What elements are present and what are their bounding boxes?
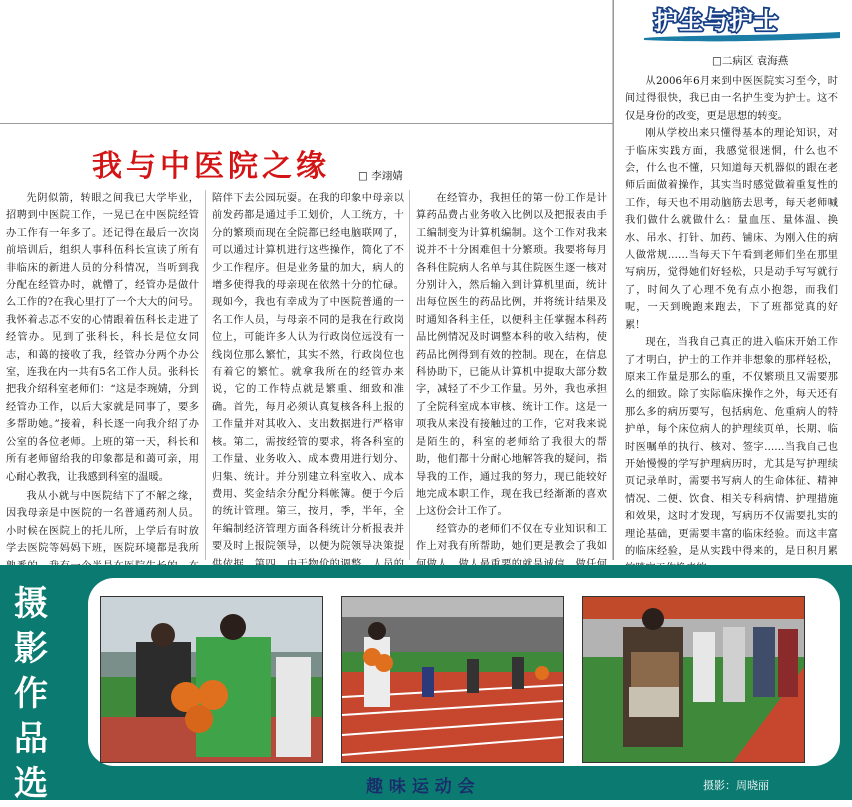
vertical-title-char: 作 [14, 674, 48, 714]
column-header-title: 护生与护士 [654, 7, 779, 35]
column-header-logo [640, 2, 845, 42]
vertical-title-char: 选 [14, 764, 48, 804]
photo-section-vertical-title [6, 582, 56, 807]
right-paragraph: 从2006年6月来到中医医院实习至今，时间过得很快，我已由一名护生变为护士。这不仅是身份的改变，更是思想的转变。 [625, 76, 838, 122]
photo-caption: 趣 味 运 动 会 [366, 777, 475, 797]
main-paragraph: 我从小就与中医院结下了不解之缘，因我母亲是中医院的一名普通药剂人员。小时候在医院上的托儿所，上学后有时放学去医院等妈妈下班，医院环境都是我所 [6, 490, 199, 555]
main-article-byline: □ 李翊婧 [358, 170, 403, 182]
vertical-title-char: 摄 [14, 584, 48, 624]
column-divider [409, 190, 410, 560]
right-paragraph: 刚从学校出来只懂得基本的理论知识，对于临床实践方面，我感觉很迷惘，什么也不会，什么也不懂，只知道每天机器似的跟在老师后面做着操作，其实当时感觉做着重复性的工作，每天也不用动脑筋去思考，每天老师喊我们做什么就做什么：量血压、量体温、换水、吊水、打针、加药、铺床、为刚入住的病人做常规……当每天下午看到老师们坐在那里写病历，觉得她们好轻松，只是动手写写就行了，时间久了心理不免有点小抱怨，而我们呢，一天到晚跑来跑去，下了班都觉真的好累！ [625, 128, 838, 331]
section-divider [0, 123, 613, 124]
photo-running-track [341, 596, 564, 763]
main-paragraph: 经管办的老师们不仅在专业知识和工作上对我有所帮助，她们更是教会了我如 [416, 523, 607, 553]
vertical-title-char: 影 [14, 629, 48, 669]
main-paragraph: 陪伴下去公园玩耍。在我的印象中母亲以前发药都是通过手工划价，人工统方，十分的繁琐而现在全院都已经电脑联网了，可以通过计算机进行这些操作，简化了不少工作程序。但是业务量的加大，病人的增多使得我的母亲现在依然十分的忙碌。现如今，我也有幸成为了中医院普通的一名工作人员，与母亲不同的是我在行政岗位上，可能许多人认为行政岗位远没有一线岗位那么繁忙，其实不然，行政岗位也有着它的繁忙。就拿我所在的经管办来说，它的工作特点就是繁重、细致和准确。首先，每月必须认真复核各科上报的工作量并对其收入、支出数据进行严格审核。第二，需按经管的要求，将各科室的工作量、业务收入、成本费用进行划分、归集、统计。并分别建立科室收入、成本费用、奖金结余分配分料帐簿。便于今后的统计管理。第三，按月，季，半年，全年编制经济管理方面各科统计分析报表并要及时上报院领导，以便为院领导决策提 [212, 193, 404, 553]
right-paragraph: 现在，当我自己真正的进入临床开始工作了才明白，护士的工作并非想象的那样轻松，原来工作量是那么的重，不仅繁琐且又需要那么的细致。除了实际临床操作之外，每天还有那么多的病历要写，包括病危、危重病人的特护单，每个床位病人的护理续页单，长期、临时医嘱单的执行、核对、签字……当我自己也开始慢慢的学写护理病历时，尤其是写护理续页记录单时，需要书写病人的生命体征、精神情况、二便、饮食、相关专科病情、护理措施和效果，这时才发现，写病历不仅需要扎实的理论基础，更需要丰富的临床经验。而这丰富的临床经验，是从实践中得来的，是日积月累 [625, 337, 838, 557]
column-divider [613, 0, 614, 560]
photo-clothes-game [582, 596, 805, 763]
photo-credit: 摄影：周晓丽 [703, 779, 769, 792]
main-paragraph: 先阴似箭，转眼之间我已大学毕业，招聘到中医院工作，一晃已在中医院经管办工作有一年多了。还记得在最后一次岗前培训后，组织人事科伍科长宣读了所有非临床的新进人员的分科情况，当听到我分配在经管办时，就懵了，经管办是做什么工作的?在我心里打了一个大大的问号。我怀着忐忑不安的心情跟着伍科长走进了经管办。见到了张科长，科长是位女同志，和蔼的接收了我，经管办分两个办公室，连我在内一共有5名工作人员。张科长把我介绍科室老师们：“这是李琬婧，分到经管办工作，以后大家就是同事了，要多多帮助她。”接着，科长逐一向我介绍了办公室的各位老师。上班的第一天，科长和所有老师留给我的印象都是和蔼可亲，用心耐心教我，让我感到科室的温暖。 [6, 193, 199, 483]
main-paragraph: 在经管办，我担任的第一份工作是计算药品费占业务收入比例以及把报表由手工编制变为计算机编制。这个工作对我来说并不十分困难但十分繁琐。我要将每月各科住院病人名单与其住院医生逐一核对分别计入，然后输入到计算机里面，统计出每位医生的药品比例，并将统计结果及时通知各科主任，以便科主任掌握本科药品比例情况及时调整本科的收入结构，使药品比例得到有效的控制。现在，在信息科协助下，已能从计算机中提取大部分数字，减轻了不少工作量。另外，我也承担了全院科室成本审核、统计工作。这是一项我从来没有接触过的工作，它对我来说是陌生的，科室的老师给了我很大的帮助，他们都十分耐心地解答我的疑问，指导我的工作，通过我的努力，现已能较好地完成本职工作，现在我已经渐渐的喜欢上这份会计工作了。 [416, 193, 607, 518]
column-divider [205, 190, 206, 560]
main-article-title: 我与中医院之缘 [92, 149, 330, 184]
vertical-title-char: 品 [14, 719, 48, 759]
right-article-byline: □二病区 袁海燕 [712, 55, 789, 67]
column-divider [612, 0, 613, 560]
photo-basketball-relay [100, 596, 323, 763]
